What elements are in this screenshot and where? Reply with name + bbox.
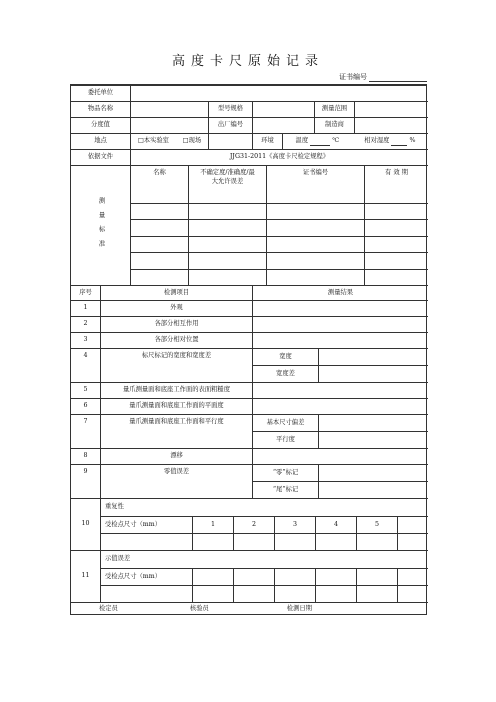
check-point-label: 受检点尺寸（mm） xyxy=(101,517,193,534)
item-no: 11 xyxy=(71,551,101,603)
zero-mark-result[interactable] xyxy=(319,465,428,482)
item-name: 标尺标记的宽度和宽度差 xyxy=(101,349,253,383)
repeat-result[interactable] xyxy=(193,534,234,551)
items-col-no: 序号 xyxy=(71,286,101,301)
indication-point[interactable] xyxy=(316,569,357,586)
standards-cell[interactable] xyxy=(189,220,267,236)
item-result[interactable] xyxy=(253,317,428,333)
indication-point[interactable] xyxy=(275,569,316,586)
standards-col-valid: 有 效 期 xyxy=(365,166,428,204)
standards-cell[interactable] xyxy=(365,253,428,269)
width-diff-label: 宽度差 xyxy=(253,366,319,383)
item-no: 6 xyxy=(71,399,101,415)
tail-mark-label: “尾”标记 xyxy=(253,482,319,499)
item-name: 各部分相互作用 xyxy=(101,317,253,333)
item-no: 9 xyxy=(71,465,101,499)
repeat-result[interactable] xyxy=(398,534,428,551)
item-name: 量爪测量面和底座工作面的平面度 xyxy=(101,399,253,415)
indication-result[interactable] xyxy=(398,586,428,603)
indication-result[interactable] xyxy=(357,586,398,603)
indication-result[interactable] xyxy=(101,586,193,603)
width-diff-result[interactable] xyxy=(319,366,428,383)
item-result[interactable] xyxy=(253,449,428,465)
repeat-result[interactable] xyxy=(234,534,275,551)
standards-cell[interactable] xyxy=(189,253,267,269)
lab-option[interactable]: □本实验室 xyxy=(137,137,169,145)
verifier-label: 检定员 xyxy=(99,604,118,612)
indication-result[interactable] xyxy=(316,586,357,603)
standards-col-name: 名称 xyxy=(131,166,189,204)
standards-side-text: 测量标准 xyxy=(97,196,105,255)
model-label: 型号规格 xyxy=(209,102,253,118)
item-result[interactable] xyxy=(253,383,428,399)
item-no: 3 xyxy=(71,333,101,349)
check-point: 3 xyxy=(275,517,316,534)
indication-result[interactable] xyxy=(234,586,275,603)
base-size-result[interactable] xyxy=(319,415,428,432)
check-point: 2 xyxy=(234,517,275,534)
client-label: 委托单位 xyxy=(71,86,131,102)
location-label: 地点 xyxy=(71,134,131,150)
item-name: 外观 xyxy=(101,301,253,317)
items-col-result: 测量结果 xyxy=(253,286,428,301)
item-result[interactable] xyxy=(253,333,428,349)
division-field[interactable] xyxy=(131,118,209,134)
standards-cell[interactable] xyxy=(131,253,189,269)
standards-cell[interactable] xyxy=(131,270,189,286)
standards-cell[interactable] xyxy=(131,220,189,236)
standards-cell[interactable] xyxy=(365,270,428,286)
serial-field[interactable] xyxy=(253,118,315,134)
humidity-blank[interactable] xyxy=(391,139,407,146)
check-point-extra xyxy=(398,517,428,534)
item-result[interactable] xyxy=(253,399,428,415)
standards-cell[interactable] xyxy=(267,237,365,253)
standards-cell[interactable] xyxy=(365,204,428,220)
item-result[interactable] xyxy=(253,301,428,317)
range-field[interactable] xyxy=(355,102,428,118)
temp-label: 温度 xyxy=(295,137,309,145)
zero-mark-label: “零”标记 xyxy=(253,465,319,482)
item-no: 5 xyxy=(71,383,101,399)
basis-label: 依据文件 xyxy=(71,150,131,166)
certificate-no-line xyxy=(70,72,427,85)
standards-cell[interactable] xyxy=(267,204,365,220)
temp-blank[interactable] xyxy=(310,139,330,146)
standards-col-cert: 证书编号 xyxy=(267,166,365,204)
location-options xyxy=(131,134,209,150)
env-values xyxy=(283,134,428,150)
standards-cell[interactable] xyxy=(267,220,365,236)
standards-side-label xyxy=(71,166,131,286)
indication-result[interactable] xyxy=(275,586,316,603)
standards-cell[interactable] xyxy=(365,237,428,253)
record-sheet xyxy=(70,85,427,615)
width-label: 宽度 xyxy=(253,349,319,366)
indication-point[interactable] xyxy=(357,569,398,586)
item-no: 1 xyxy=(71,301,101,317)
item-name: 各部分相对位置 xyxy=(101,333,253,349)
basis-value: JJG31-2011《高度卡尺检定规程》 xyxy=(131,150,428,166)
item-name-label: 物品名称 xyxy=(71,102,131,118)
standards-cell[interactable] xyxy=(189,270,267,286)
indication-point[interactable] xyxy=(193,569,234,586)
repeat-result[interactable] xyxy=(357,534,398,551)
check-point-label: 受检点尺寸（mm） xyxy=(101,569,193,586)
item-no: 10 xyxy=(71,499,101,551)
indication-result[interactable] xyxy=(193,586,234,603)
standards-cell[interactable] xyxy=(267,253,365,269)
item-name: 量爪测量面和底座工作面和平行度 xyxy=(101,415,253,449)
repeat-result[interactable] xyxy=(101,534,193,551)
check-point: 4 xyxy=(316,517,357,534)
temp-unit: ℃ xyxy=(332,137,340,145)
item-no: 8 xyxy=(71,449,101,465)
repeat-result[interactable] xyxy=(316,534,357,551)
standards-cell[interactable] xyxy=(365,220,428,236)
date-label: 检测日期 xyxy=(286,604,312,612)
maker-label: 制造商 xyxy=(315,118,355,134)
site-option[interactable]: □现场 xyxy=(182,137,202,145)
client-field[interactable] xyxy=(131,86,428,102)
indication-point[interactable] xyxy=(398,569,428,586)
model-field[interactable] xyxy=(253,102,315,118)
item-no: 7 xyxy=(71,415,101,449)
standards-cell[interactable] xyxy=(189,204,267,220)
location-site-cell[interactable] xyxy=(209,134,253,150)
item-no: 4 xyxy=(71,349,101,383)
check-point: 5 xyxy=(357,517,398,534)
range-label: 测量范围 xyxy=(315,102,355,118)
item-name: 零值误差 xyxy=(101,465,253,499)
item-no: 2 xyxy=(71,317,101,333)
env-label: 环境 xyxy=(253,134,283,150)
humidity-unit: % xyxy=(409,137,416,145)
item-name: 示值误差 xyxy=(101,551,428,569)
indication-point[interactable] xyxy=(234,569,275,586)
signature-row xyxy=(71,603,428,615)
maker-field[interactable] xyxy=(355,118,428,134)
width-result[interactable] xyxy=(319,349,428,366)
certificate-no-blank[interactable] xyxy=(369,74,427,82)
humidity-label: 相对湿度 xyxy=(364,137,390,145)
standards-cell[interactable] xyxy=(131,204,189,220)
check-point: 1 xyxy=(193,517,234,534)
items-col-item: 检测项目 xyxy=(101,286,253,301)
division-label: 分度值 xyxy=(71,118,131,134)
certificate-no-label: 证书编号 xyxy=(339,73,367,81)
checker-label: 核验员 xyxy=(189,604,209,612)
parallel-result[interactable] xyxy=(319,432,428,449)
repeat-result[interactable] xyxy=(275,534,316,551)
serial-label: 出厂编号 xyxy=(209,118,253,134)
standards-cell[interactable] xyxy=(131,237,189,253)
record-title: 高度卡尺原始记录 xyxy=(171,54,324,69)
standards-cell[interactable] xyxy=(267,270,365,286)
item-name: 重复性 xyxy=(101,499,428,517)
base-size-label: 基本尺寸偏差 xyxy=(253,415,319,432)
item-name: 量爪测量面和底座工作面的表面粗糙度 xyxy=(101,383,253,399)
standards-cell[interactable] xyxy=(189,237,267,253)
parallel-label: 平行度 xyxy=(253,432,319,449)
item-name-field[interactable] xyxy=(131,102,209,118)
item-name: 漂移 xyxy=(101,449,253,465)
tail-mark-result[interactable] xyxy=(319,482,428,499)
standards-col-uncertainty: 不确定度/准确度/最大允许误差 xyxy=(189,166,267,204)
